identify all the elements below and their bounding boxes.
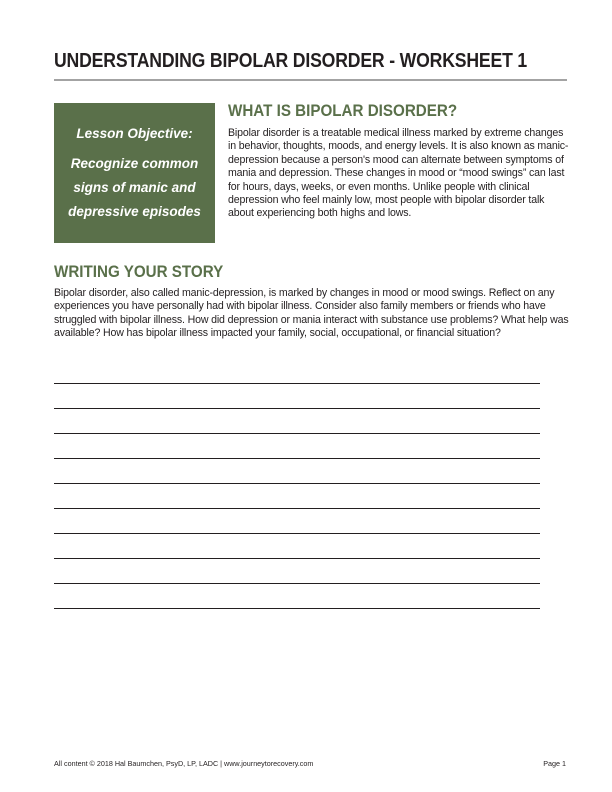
writing-line[interactable]	[54, 583, 540, 584]
page-number: Page 1	[543, 759, 566, 768]
objective-text: Recognize common signs of manic and depressive episodes	[68, 156, 201, 219]
writing-line[interactable]	[54, 608, 540, 609]
writing-line[interactable]	[54, 508, 540, 509]
title-divider	[54, 79, 567, 81]
writing-line[interactable]	[54, 383, 540, 384]
writing-line[interactable]	[54, 558, 540, 559]
section-heading-writing-story: WRITING YOUR STORY	[54, 263, 224, 281]
writing-line[interactable]	[54, 533, 540, 534]
page-title: UNDERSTANDING BIPOLAR DISORDER - WORKSHEET 1	[54, 49, 528, 72]
objective-heading: Lesson Objective:	[76, 126, 193, 141]
writing-line[interactable]	[54, 458, 540, 459]
writing-line[interactable]	[54, 483, 540, 484]
writing-line[interactable]	[54, 408, 540, 409]
writing-lines[interactable]	[54, 383, 540, 633]
what-is-paragraph: Bipolar disorder is a treatable medical illness marked by extreme changes in behavior, thoughts, moods, and energy levels. It is also known as manic-depression because a person's mood can alternate between symptoms of mania and depression. These changes in mood or “mood swings” can last for hours, days, weeks, or even months. Unlike people with clinical depression who feel mainly low, most people with bipolar disorder talk about experiencing both highs and lows.	[228, 127, 569, 220]
footer-credit: All content © 2018 Hal Baumchen, PsyD, LP, LADC | www.journeytorecovery.com	[54, 759, 314, 768]
story-prompt-paragraph: Bipolar disorder, also called manic-depression, is marked by changes in mood or mood swings. Reflect on any experiences you have personally had with bipolar illness. Consider also family members or friends who have struggled with bipolar illness. How did depression or mania interact with substance use problems? What help was available? How has bipolar illness impacted your family, social, occupational, or financial situation?	[54, 287, 569, 340]
lesson-objective-box	[54, 103, 215, 243]
section-heading-what-is: WHAT IS BIPOLAR DISORDER?	[228, 102, 458, 120]
writing-line[interactable]	[54, 433, 540, 434]
